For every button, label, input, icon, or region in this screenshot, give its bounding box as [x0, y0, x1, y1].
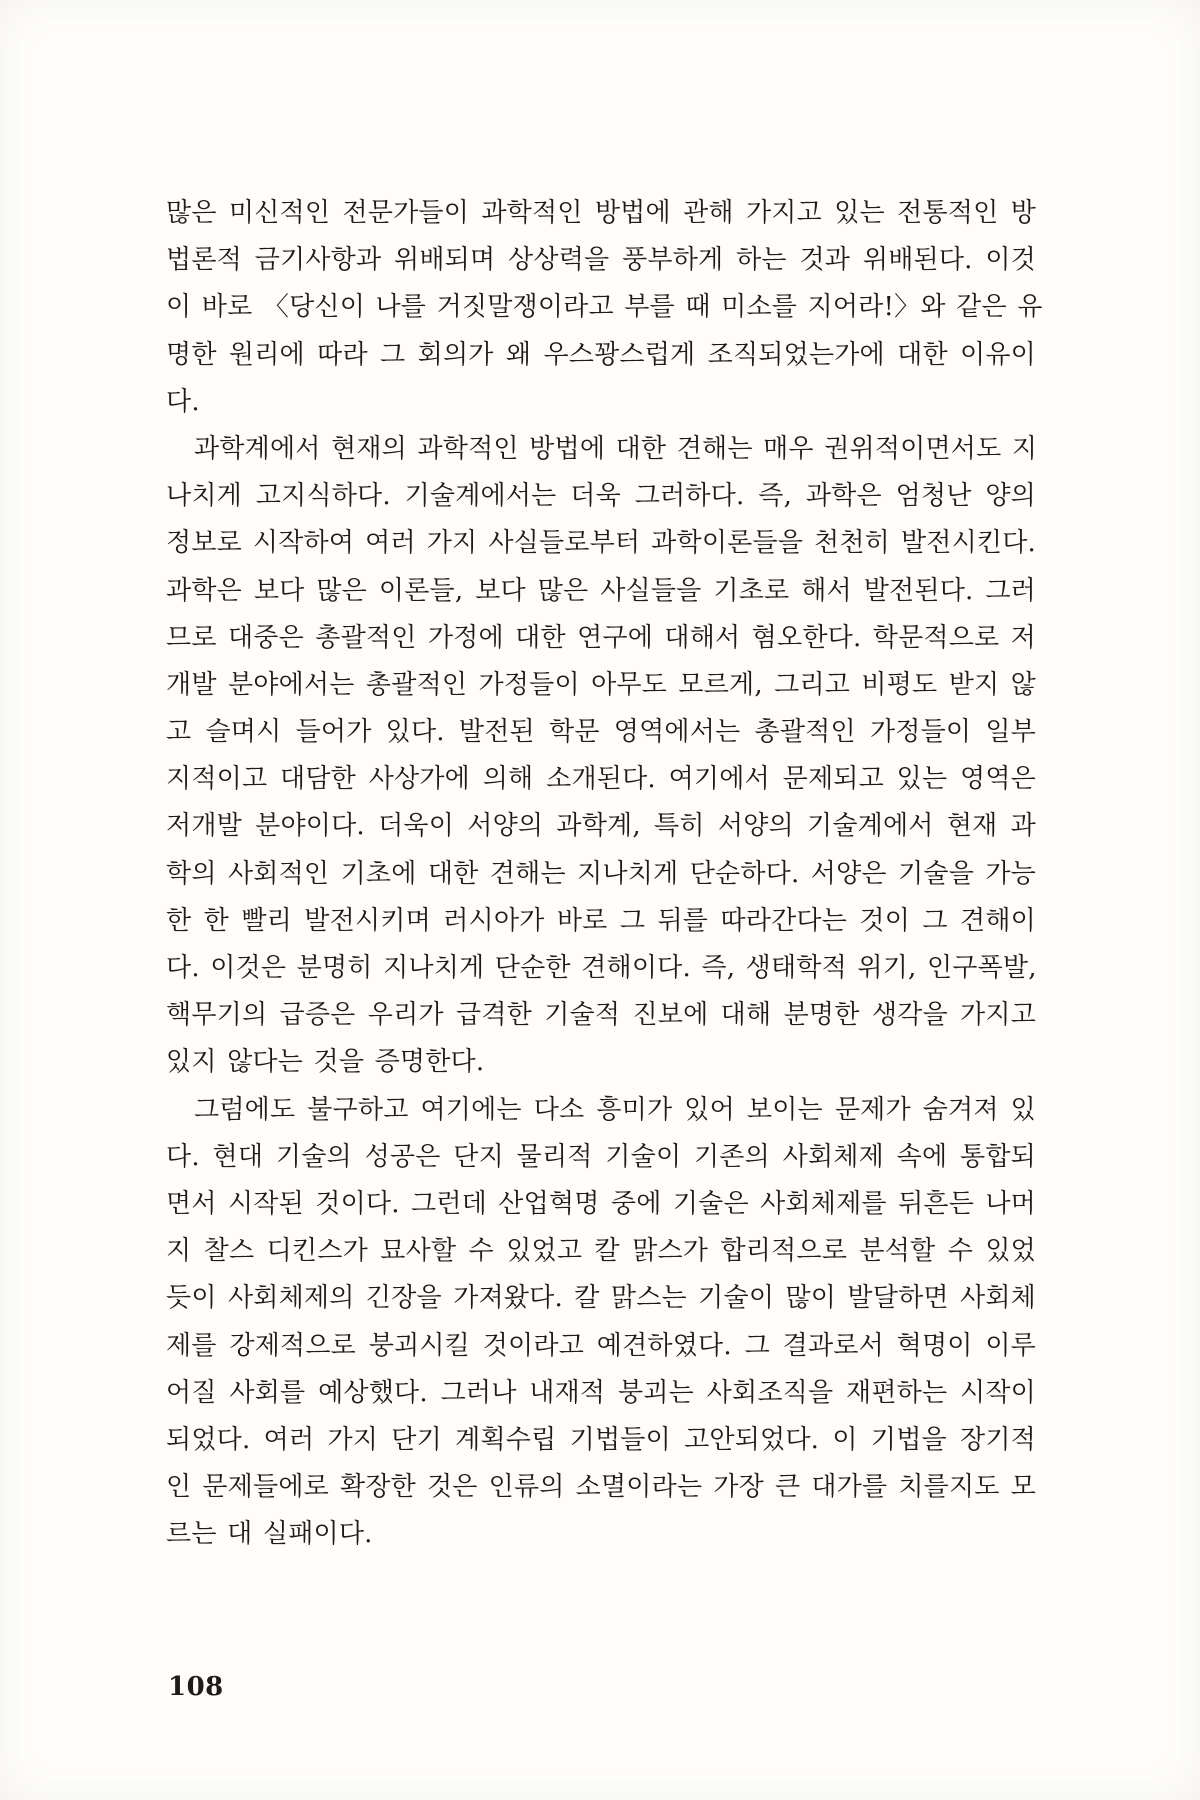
text-line: 다. 이것은 분명히 지나치게 단순한 견해이다. 즉, 생태학적 위기, 인구폭발, — [166, 953, 1037, 983]
text-line: 정보로 시작하여 여러 가지 사실들로부터 과학이론들을 천천히 발전시킨다. — [166, 528, 1036, 559]
text-line: 명한 원리에 따라 그 회의가 왜 우스꽝스럽게 조직되었는가에 대한 이유이 — [166, 339, 1036, 370]
text-line: 이 바로 〈당신이 나를 거짓말쟁이라고 부를 때 미소를 지어라!〉와 같은 유 — [166, 292, 1043, 323]
page-number: 108 — [168, 1672, 224, 1702]
text-line: 지적이고 대담한 사상가에 의해 소개된다. 여기에서 문제되고 있는 영역은 — [166, 764, 1036, 795]
body-text — [166, 190, 1043, 1558]
text-line: 되었다. 여러 가지 단기 계획수립 기법들이 고안되었다. 이 기법을 장기적 — [166, 1424, 1036, 1455]
text-line: 인 문제들에로 확장한 것은 인류의 소멸이라는 가장 큰 대가를 치를지도 모 — [166, 1472, 1036, 1503]
text-line: 학의 사회적인 기초에 대한 견해는 지나치게 단순하다. 서양은 기술을 가능 — [166, 858, 1036, 889]
text-line: 있지 않다는 것을 증명한다. — [166, 1047, 485, 1078]
text-line: 법론적 금기사항과 위배되며 상상력을 풍부하게 하는 것과 위배된다. 이것 — [166, 245, 1036, 276]
text-line: 듯이 사회체제의 긴장을 가져왔다. 칼 맑스는 기술이 많이 발달하면 사회체 — [166, 1283, 1036, 1314]
text-line: 다. 현대 기술의 성공은 단지 물리적 기술이 기존의 사회체제 속에 통합되 — [166, 1141, 1036, 1172]
text-line: 한 한 빨리 발전시키며 러시아가 바로 그 뒤를 따라간다는 것이 그 견해이 — [166, 905, 1036, 936]
text-line: 어질 사회를 예상했다. 그러나 내재적 붕괴는 사회조직을 재편하는 시작이 — [166, 1377, 1036, 1408]
text-line: 고 슬며시 들어가 있다. 발전된 학문 영역에서는 총괄적인 가정들이 일부 — [166, 717, 1036, 748]
paragraph-1 — [166, 190, 1043, 426]
text-line: 개발 분야에서는 총괄적인 가정들이 아무도 모르게, 그리고 비평도 받지 않 — [166, 669, 1036, 700]
text-line: 과학계에서 현재의 과학적인 방법에 대한 견해는 매우 권위적이면서도 지 — [194, 433, 1038, 464]
text-line: 다. — [166, 386, 200, 417]
text-line: 저개발 분야이다. 더욱이 서양의 과학계, 특히 서양의 기술계에서 현재 과 — [166, 811, 1036, 842]
text-line: 지 찰스 디킨스가 묘사할 수 있었고 칼 맑스가 합리적으로 분석할 수 있었 — [166, 1236, 1036, 1267]
text-line: 면서 시작된 것이다. 그런데 산업혁명 중에 기술은 사회체제를 뒤흔든 나머 — [166, 1188, 1036, 1219]
text-line: 제를 강제적으로 붕괴시킬 것이라고 예견하였다. 그 결과로서 혁명이 이루 — [166, 1330, 1036, 1361]
text-line: 많은 미신적인 전문가들이 과학적인 방법에 관해 가지고 있는 전통적인 방 — [166, 198, 1036, 228]
text-line: 르는 대 실패이다. — [166, 1519, 373, 1550]
text-line: 므로 대중은 총괄적인 가정에 대한 연구에 대해서 혐오한다. 학문적으로 저 — [166, 622, 1036, 653]
text-line: 핵무기의 급증은 우리가 급격한 기술적 진보에 대해 분명한 생각을 가지고 — [166, 1000, 1036, 1031]
text-line: 나치게 고지식하다. 기술계에서는 더욱 그러하다. 즉, 과학은 엄청난 양의 — [166, 481, 1036, 512]
text-line: 그럼에도 불구하고 여기에는 다소 흥미가 있어 보이는 문제가 숨겨져 있 — [194, 1094, 1036, 1125]
paragraph-2 — [166, 426, 1036, 1087]
paragraph-3 — [166, 1087, 1036, 1559]
text-line: 과학은 보다 많은 이론들, 보다 많은 사실들을 기초로 해서 발전된다. 그러 — [166, 575, 1036, 606]
